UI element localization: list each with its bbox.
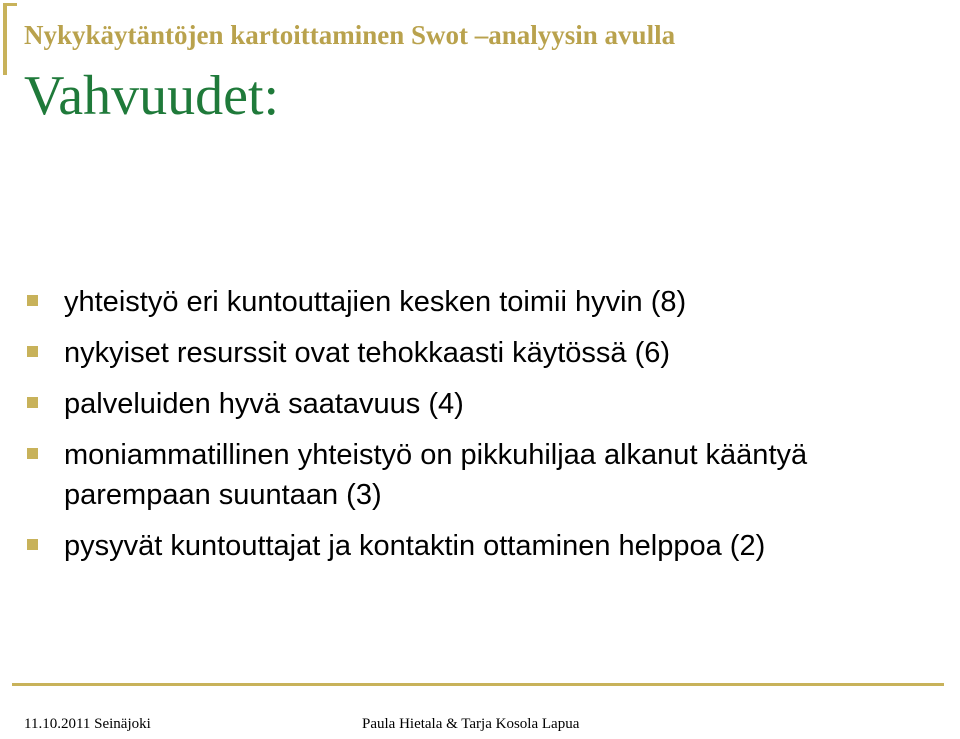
- bullet-text: moniammatillinen yhteistyö on pikkuhiljaa alkanut kääntyä parempaan suuntaan (3): [64, 439, 808, 511]
- bullet-item: [24, 384, 944, 424]
- bullet-list: [24, 282, 944, 566]
- footer-divider: [12, 683, 944, 686]
- footer-authors: Paula Hietala & Tarja Kosola Lapua: [362, 716, 580, 732]
- square-bullet-icon: [27, 397, 38, 408]
- bullet-text: pysyvät kuntouttajat ja kontaktin ottaminen helppoa (2): [64, 530, 766, 562]
- square-bullet-icon: [27, 346, 38, 357]
- header-title: Nykykäytäntöjen kartoittaminen Swot –analyysin avulla: [24, 20, 676, 50]
- corner-accent-tick: [3, 3, 17, 6]
- square-bullet-icon: [27, 448, 38, 459]
- footer-date-place: 11.10.2011 Seinäjoki: [24, 716, 151, 732]
- bullet-item: [24, 282, 944, 322]
- slide-title: Vahvuudet:: [24, 65, 280, 127]
- bullet-item: [24, 333, 944, 373]
- square-bullet-icon: [27, 539, 38, 550]
- bullet-text: yhteistyö eri kuntouttajien kesken toimii hyvin (8): [64, 286, 687, 318]
- bullet-item: [24, 435, 944, 515]
- bullet-text: nykyiset resurssit ovat tehokkaasti käytössä (6): [64, 337, 671, 369]
- square-bullet-icon: [27, 295, 38, 306]
- bullet-text: palveluiden hyvä saatavuus (4): [64, 388, 464, 420]
- corner-accent-line: [3, 3, 7, 75]
- bullet-item: [24, 526, 944, 566]
